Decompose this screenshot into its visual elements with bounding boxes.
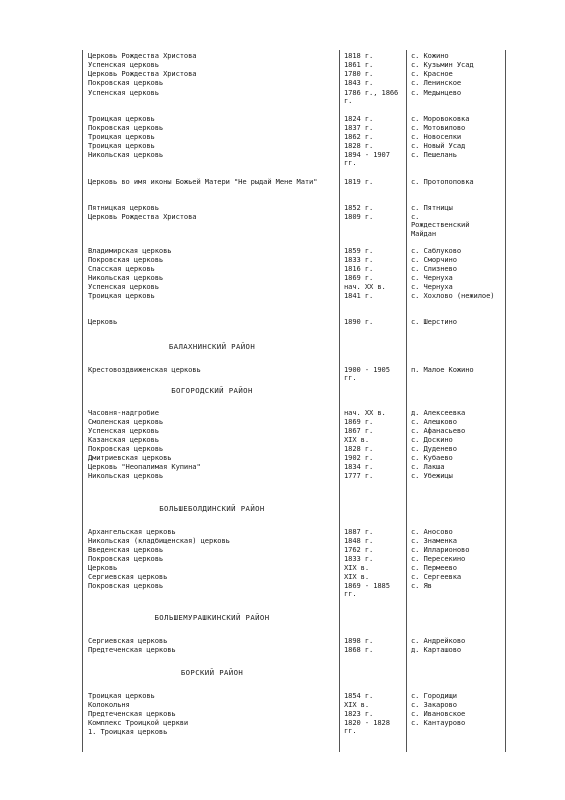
church-name: Крестовоздвиженская церковь xyxy=(88,365,201,374)
church-place: с. Протопоповка xyxy=(411,177,474,186)
church-place: с. Слизнево xyxy=(411,264,457,273)
church-place: с. Доскино xyxy=(411,435,453,444)
church-place: с. Кантаурово xyxy=(411,718,466,727)
church-name: Комплекс Троицкой церкви xyxy=(88,718,189,727)
church-place: с. Пешелань xyxy=(411,150,457,159)
church-year: 1820 - 1828 гг. xyxy=(344,718,390,736)
church-year: 1900 - 1905 гг. xyxy=(344,365,390,383)
church-place: с. Шерстино xyxy=(411,317,457,326)
church-name: Смоленская церковь xyxy=(88,417,164,426)
church-year: нач. XX в. xyxy=(344,282,386,291)
church-place: с. Саблуково xyxy=(411,246,462,255)
church-place: с. Сергеевка xyxy=(411,572,462,581)
church-place: с. Лакша xyxy=(411,462,445,471)
church-year: 1841 г. xyxy=(344,291,374,300)
church-place: с. Кожино xyxy=(411,51,449,60)
church-name: Троицкая церковь xyxy=(88,691,155,700)
church-name: Никольская церковь xyxy=(88,150,164,159)
church-name: Дмитриевская церковь xyxy=(88,453,172,462)
church-name: Церковь xyxy=(88,563,118,572)
church-year: 1786 г., 1866 г. xyxy=(344,88,399,106)
church-year: 1819 г. xyxy=(344,177,374,186)
church-place: с. Чернуха xyxy=(411,273,453,282)
church-year: 1824 г. xyxy=(344,114,374,123)
church-place: с. Рождественский Майдан xyxy=(411,212,470,238)
church-year: XIX в. xyxy=(344,572,370,581)
church-name: Сергиевская церковь xyxy=(88,636,168,645)
region-heading: БОРСКИЙ РАЙОН xyxy=(180,668,244,677)
church-place: д. Алексеевка xyxy=(411,408,466,417)
church-name: Троицкая церковь xyxy=(88,291,155,300)
church-year: 1868 г. xyxy=(344,645,374,654)
region-heading: БОГОРОДСКИЙ РАЙОН xyxy=(171,386,253,395)
church-name: Церковь xyxy=(88,317,118,326)
church-name: Предтеченская церковь xyxy=(88,709,176,718)
church-year: 1890 г. xyxy=(344,317,374,326)
church-name: Никольская церковь xyxy=(88,273,164,282)
church-year: 1843 г. xyxy=(344,78,374,87)
table-row xyxy=(0,79,565,89)
church-name: Троицкая церковь xyxy=(88,132,155,141)
church-year: 1828 г. xyxy=(344,141,374,150)
church-place: с. Закарово xyxy=(411,700,457,709)
table-row xyxy=(0,150,565,168)
church-year: 1869 - 1885 гг. xyxy=(344,581,390,599)
church-place: с. Пересекино xyxy=(411,554,466,563)
church-year: 1818 г. xyxy=(344,51,374,60)
church-place: с. Пятницы xyxy=(411,203,453,212)
church-place: с. Убежицы xyxy=(411,471,453,480)
church-name: Церковь "Неопалимая Купина" xyxy=(88,462,201,471)
church-year: 1887 г. xyxy=(344,527,374,536)
church-year: 1833 г. xyxy=(344,255,374,264)
church-place: с. Знаменка xyxy=(411,536,457,545)
church-year: 1777 г. xyxy=(344,471,374,480)
church-place: с. Моровоковка xyxy=(411,114,470,123)
table-row xyxy=(0,472,565,482)
church-year: 1848 г. xyxy=(344,536,374,545)
church-place: с. Дуденево xyxy=(411,444,457,453)
church-name: Церковь Рождества Христова xyxy=(88,212,197,221)
church-place: с. Ленинское xyxy=(411,78,462,87)
church-name: Покровская церковь xyxy=(88,581,164,590)
church-name: Спасская церковь xyxy=(88,264,155,273)
church-name: Пятницкая церковь xyxy=(88,203,159,212)
church-year: 1854 г. xyxy=(344,691,374,700)
church-name: Введенская церковь xyxy=(88,545,164,554)
church-place: с. Новый Усад xyxy=(411,141,466,150)
table-row xyxy=(0,88,565,106)
church-name: Владимирская церковь xyxy=(88,246,172,255)
table-row xyxy=(0,365,565,383)
church-year: 1898 г. xyxy=(344,636,374,645)
church-year: 1762 г. xyxy=(344,545,374,554)
table-row xyxy=(0,292,565,302)
church-name: 1. Троицкая церковь xyxy=(88,727,168,736)
church-place: с. Андрейково xyxy=(411,636,466,645)
church-year: 1869 г. xyxy=(344,273,374,282)
church-year: 1833 г. xyxy=(344,554,374,563)
church-year: 1869 г. xyxy=(344,417,374,426)
church-name: Покровская церковь xyxy=(88,554,164,563)
church-name: Покровская церковь xyxy=(88,123,164,132)
church-place: с. Кубаево xyxy=(411,453,453,462)
church-place: с. Кузьмин Усад xyxy=(411,60,474,69)
table-row xyxy=(0,178,565,188)
region-heading: БАЛАХНИНСКИЙ РАЙОН xyxy=(168,342,256,351)
church-place: с. Медынцево xyxy=(411,88,462,97)
church-place: с. Илларионово xyxy=(411,545,470,554)
table-row xyxy=(0,212,565,238)
church-year: 1816 г. xyxy=(344,264,374,273)
church-year: XIX в. xyxy=(344,700,370,709)
church-place: с. Хохлово (нежилое) xyxy=(411,291,495,300)
table-row xyxy=(0,646,565,656)
church-name: Покровская церковь xyxy=(88,444,164,453)
church-name: Предтеченская церковь xyxy=(88,645,176,654)
church-name: Никольская церковь xyxy=(88,471,164,480)
church-place: с. Мотовилово xyxy=(411,123,466,132)
church-place: с. Яв xyxy=(411,581,432,590)
church-place: с. Красное xyxy=(411,69,453,78)
church-name: Успенская церковь xyxy=(88,282,159,291)
church-name: Часовня-надгробие xyxy=(88,408,159,417)
church-name: Никольская (кладбищенская) церковь xyxy=(88,536,230,545)
table-row xyxy=(0,581,565,599)
church-place: с. Новоселки xyxy=(411,132,462,141)
church-year: 1867 г. xyxy=(344,426,374,435)
church-name: Покровская церковь xyxy=(88,78,164,87)
table-row xyxy=(0,318,565,328)
church-name: Колокольня xyxy=(88,700,130,709)
church-place: с. Пермеево xyxy=(411,563,457,572)
church-place: с. Алешково xyxy=(411,417,457,426)
church-place: д. Карташово xyxy=(411,645,462,654)
church-year: 1859 г. xyxy=(344,246,374,255)
church-year: 1902 г. xyxy=(344,453,374,462)
church-year: 1852 г. xyxy=(344,203,374,212)
church-place: с. Городищи xyxy=(411,691,457,700)
church-year: 1823 г. xyxy=(344,709,374,718)
church-year: 1862 г. xyxy=(344,132,374,141)
church-place: с. Аносово xyxy=(411,527,453,536)
church-year: 1834 г. xyxy=(344,462,374,471)
church-year: 1809 г. xyxy=(344,212,374,221)
church-name: Церковь во имя иконы Божьей Матери "Не рыдай Мене Мати" xyxy=(88,177,318,186)
church-name: Церковь Рождества Христова xyxy=(88,51,197,60)
church-year: 1828 г. xyxy=(344,444,374,453)
church-year: XIX в. xyxy=(344,435,370,444)
church-year: 1780 г. xyxy=(344,69,374,78)
table-row xyxy=(0,728,565,738)
church-name: Троицкая церковь xyxy=(88,141,155,150)
church-year: XIX в. xyxy=(344,563,370,572)
church-year: 1894 - 1907 гг. xyxy=(344,150,390,168)
region-heading: БОЛЬШЕБОЛДИНСКИЙ РАЙОН xyxy=(159,504,265,513)
church-name: Троицкая церковь xyxy=(88,114,155,123)
church-year: 1837 г. xyxy=(344,123,374,132)
church-name: Церковь Рождества Христова xyxy=(88,69,197,78)
church-place: с. Сморчино xyxy=(411,255,457,264)
church-name: Казанская церковь xyxy=(88,435,159,444)
church-year: 1861 г. xyxy=(344,60,374,69)
church-name: Успенская церковь xyxy=(88,88,159,97)
church-name: Покровская церковь xyxy=(88,255,164,264)
church-place: с. Чернуха xyxy=(411,282,453,291)
church-year: нач. XX в. xyxy=(344,408,386,417)
church-place: с. Ивановское xyxy=(411,709,466,718)
church-name: Архангельская церковь xyxy=(88,527,176,536)
church-place: с. Афанасьево xyxy=(411,426,466,435)
church-name: Успенская церковь xyxy=(88,426,159,435)
church-name: Успенская церковь xyxy=(88,60,159,69)
region-heading: БОЛЬШЕМУРАШКИНСКИЙ РАЙОН xyxy=(154,613,270,622)
church-place: п. Малое Кожино xyxy=(411,365,474,374)
church-name: Сергиевская церковь xyxy=(88,572,168,581)
